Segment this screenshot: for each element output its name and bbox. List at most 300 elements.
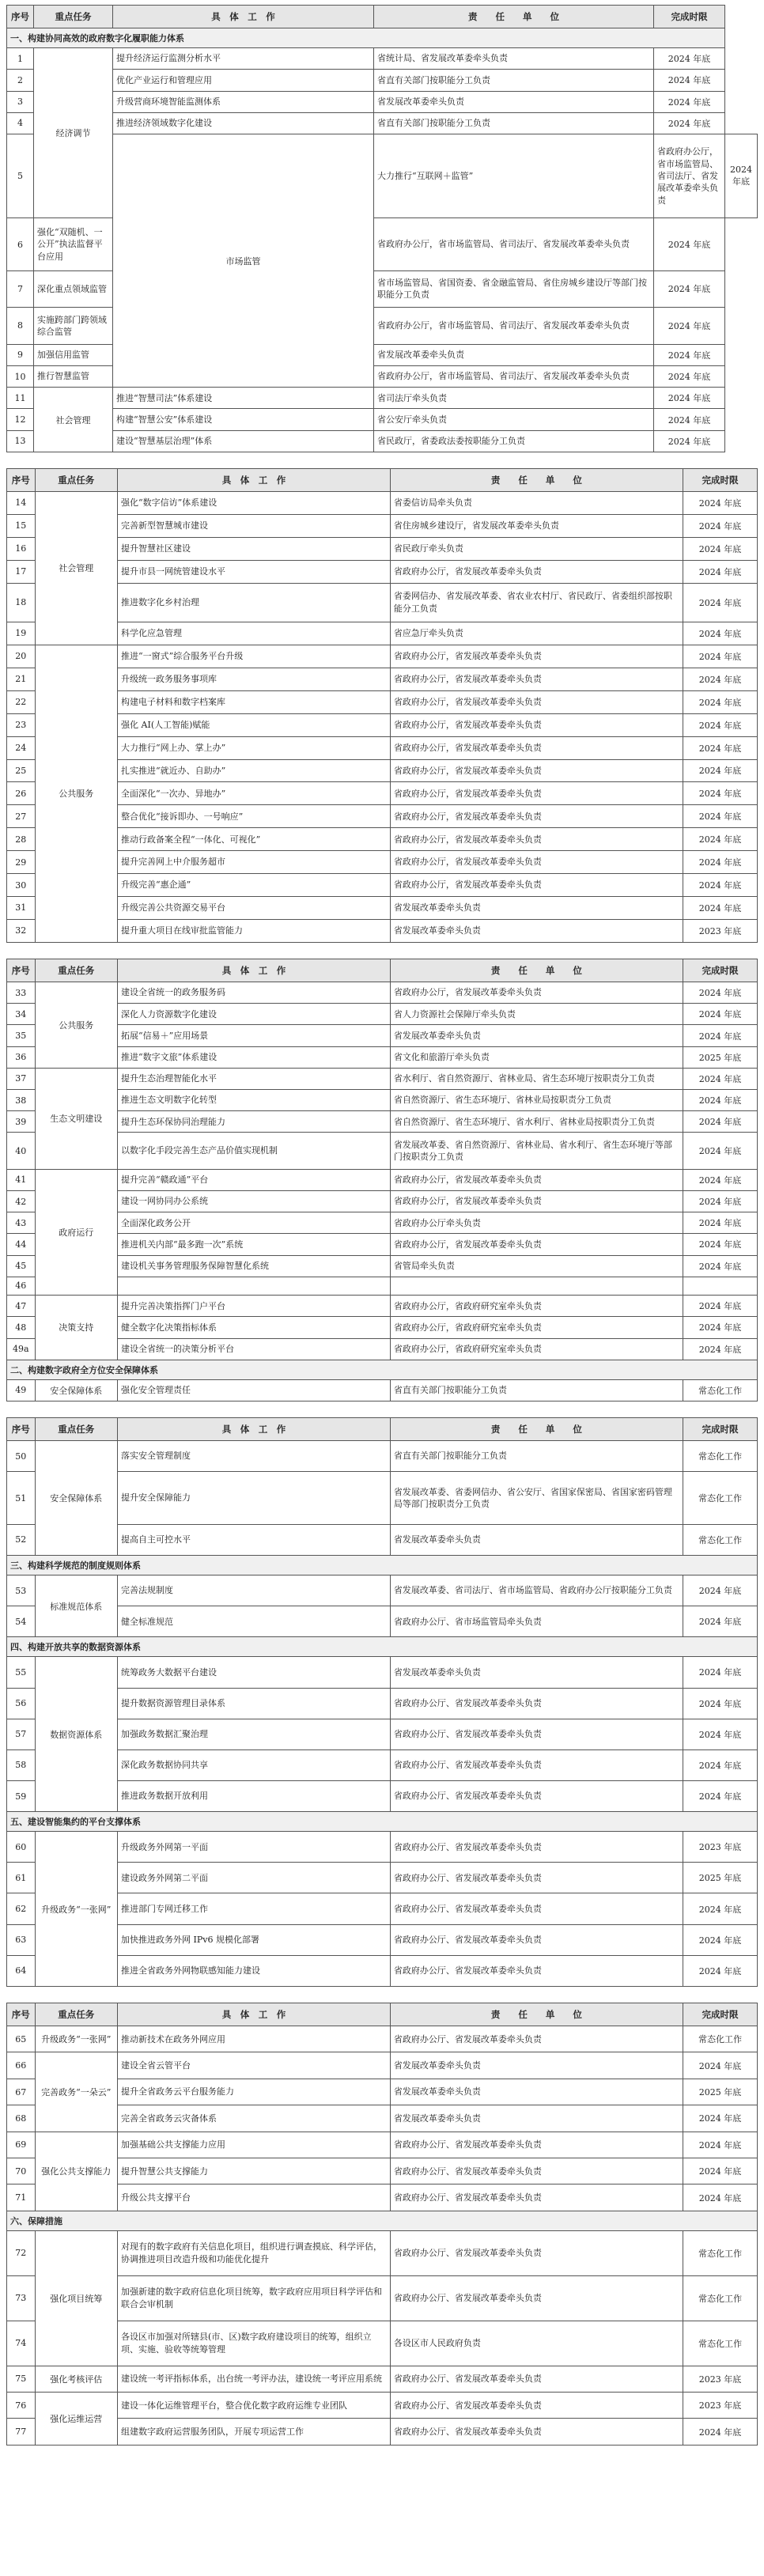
deadline-cell: 2024 年底 — [683, 1688, 757, 1719]
deadline-cell: 2024 年底 — [654, 430, 725, 452]
responsible-unit-cell: 省政府办公厅、省发展改革委牵头负责 — [390, 1749, 683, 1780]
responsible-unit-cell: 省直有关部门按职能分工负责 — [374, 112, 654, 134]
deadline-cell: 2024 年底 — [683, 2184, 757, 2211]
table-block — [6, 468, 758, 943]
section-title: 六、保障措施 — [7, 2211, 758, 2230]
work-item-cell: 推进机关内部“最多跑一次”系统 — [118, 1234, 391, 1255]
responsible-unit-cell: 省人力资源社会保障厅牵头负责 — [390, 1004, 683, 1025]
deadline-cell: 2024 年底 — [683, 1924, 757, 1955]
row-number: 73 — [7, 2275, 36, 2321]
deadline-cell: 2024 年底 — [683, 1893, 757, 1924]
responsible-unit-cell: 省政府办公厅、省发展改革委牵头负责 — [390, 2132, 683, 2158]
table-row — [7, 1068, 758, 1089]
work-item-cell: 升级完善“惠企通” — [118, 874, 391, 897]
row-number: 57 — [7, 1719, 36, 1749]
key-task-cell: 生态文明建设 — [35, 1068, 118, 1169]
deadline-cell: 2024 年底 — [683, 1190, 757, 1212]
table-block — [6, 959, 758, 1401]
work-item-cell: 推进部门专网迁移工作 — [118, 1893, 391, 1924]
table-header-row — [7, 6, 758, 28]
work-item-cell: 提升完善网上中介服务超市 — [118, 851, 391, 874]
row-number: 42 — [7, 1190, 36, 1212]
table-row — [7, 1190, 758, 1212]
deadline-cell: 2024 年底 — [654, 388, 725, 409]
responsible-unit-cell: 省政府办公厅、省发展改革委牵头负责 — [390, 2419, 683, 2445]
work-item-cell: 优化产业运行和管理应用 — [113, 70, 374, 91]
responsible-unit-cell: 省发展改革委、省司法厅、省市场监管局、省政府办公厅按职能分工负责 — [390, 1575, 683, 1606]
work-item-cell: 建设全省统一的决策分析平台 — [118, 1338, 391, 1360]
responsible-unit-cell: 省发展改革委、省自然资源厅、省林业局、省水利厅、省生态环境厅等部门按职责分工负责 — [390, 1133, 683, 1169]
responsible-unit-cell: 省政府办公厅、省发展改革委牵头负责 — [390, 2158, 683, 2184]
deadline-cell: 2024 年底 — [683, 645, 757, 668]
responsible-unit-cell: 省统计局、省发展改革委牵头负责 — [374, 48, 654, 70]
responsible-unit-cell: 省政府办公厅、省发展改革委牵头负责 — [390, 2184, 683, 2211]
deadline-cell: 2024 年底 — [654, 308, 725, 344]
deadline-cell: 2024 年底 — [683, 537, 757, 560]
work-item-cell: 提升重大项目在线审批监管能力 — [118, 919, 391, 942]
deadline-cell: 2024 年底 — [683, 1025, 757, 1046]
work-item-cell: 提升完善决策指挥门户平台 — [118, 1296, 391, 1317]
table-row — [7, 1025, 758, 1046]
deadline-cell: 常态化工作 — [683, 1472, 757, 1525]
key-task-cell: 数据资源体系 — [35, 1657, 118, 1812]
row-number: 47 — [7, 1296, 36, 1317]
row-number: 70 — [7, 2158, 36, 2184]
responsible-unit-cell: 省发展改革委牵头负责 — [390, 1657, 683, 1688]
work-item-cell: 加强新建的数字政府信息化项目统筹，数字政府应用项目科学评估和联合会审机制 — [118, 2275, 391, 2321]
work-item-cell: 实施跨部门跨领域综合监管 — [34, 308, 113, 344]
table-row — [7, 2366, 758, 2392]
responsible-unit-cell: 省政府办公厅，省发展改革委牵头负责 — [390, 782, 683, 805]
row-number: 58 — [7, 1749, 36, 1780]
section-heading-row — [7, 28, 758, 48]
row-number: 50 — [7, 1441, 36, 1472]
header-deadline: 完成时限 — [654, 6, 725, 28]
work-item-cell: 加强基础公共支撑能力应用 — [118, 2132, 391, 2158]
row-number: 32 — [7, 919, 36, 942]
responsible-unit-cell: 省自然资源厅、省生态环境厅、省水利厅、省林业局按职责分工负责 — [390, 1111, 683, 1133]
work-item-cell: 提升生态环保协同治理能力 — [118, 1111, 391, 1133]
table-row — [7, 1169, 758, 1190]
responsible-unit-cell: 省发展改革委牵头负责 — [374, 344, 654, 365]
responsible-unit-cell: 省政府办公厅，省发展改革委牵头负责 — [390, 713, 683, 736]
table-row — [7, 690, 758, 713]
work-item-cell: 建设一网协同办公系统 — [118, 1190, 391, 1212]
key-task-cell: 决策支持 — [35, 1296, 118, 1360]
work-item-cell: 提升完善“赣政通”平台 — [118, 1169, 391, 1190]
header-unit: 责 任 单 位 — [390, 1418, 683, 1441]
table-header-row — [7, 959, 758, 982]
responsible-unit-cell: 省政府办公厅，省发展改革委牵头负责 — [390, 690, 683, 713]
responsible-unit-cell: 省政府办公厅，省发展改革委牵头负责 — [390, 1169, 683, 1190]
row-number: 44 — [7, 1234, 36, 1255]
header-deadline: 完成时限 — [683, 2003, 757, 2026]
work-item-cell: 强化“数字信访”体系建设 — [118, 492, 391, 515]
work-item-cell: 加强信用监管 — [34, 344, 113, 365]
table-row — [7, 91, 758, 112]
header-task: 重点任务 — [35, 469, 118, 492]
table-row — [7, 2230, 758, 2275]
row-number: 53 — [7, 1575, 36, 1606]
section-heading-row — [7, 2211, 758, 2230]
header-unit: 责 任 单 位 — [390, 2003, 683, 2026]
work-item-cell: 完善法规制度 — [118, 1575, 391, 1606]
responsible-unit-cell: 省政府办公厅，省发展改革委牵头负责 — [390, 668, 683, 690]
table-row — [7, 2132, 758, 2158]
deadline-cell: 2024 年底 — [683, 2158, 757, 2184]
row-number: 10 — [7, 365, 34, 387]
work-item-cell: 大力推行“互联网＋监管” — [374, 134, 654, 218]
row-number: 16 — [7, 537, 36, 560]
work-item-cell: 提升智慧公共支撑能力 — [118, 2158, 391, 2184]
table-row — [7, 1606, 758, 1637]
work-item-cell: 推进经济领域数字化建设 — [113, 112, 374, 134]
responsible-unit-cell: 省直有关部门按职能分工负责 — [374, 70, 654, 91]
row-number: 41 — [7, 1169, 36, 1190]
responsible-unit-cell: 省文化和旅游厅牵头负责 — [390, 1046, 683, 1068]
row-number: 20 — [7, 645, 36, 668]
deadline-cell: 2024 年底 — [683, 1212, 757, 1234]
section-heading-row — [7, 1556, 758, 1575]
row-number: 2 — [7, 70, 34, 91]
work-item-cell: 深化政务数据协同共享 — [118, 1749, 391, 1780]
row-number: 49a — [7, 1338, 36, 1360]
deadline-cell: 2024 年底 — [683, 1719, 757, 1749]
table-row — [7, 1472, 758, 1525]
work-item-cell: 升级统一政务服务事项库 — [118, 668, 391, 690]
deadline-cell: 2024 年底 — [683, 1255, 757, 1277]
deadline-cell: 2024 年底 — [683, 782, 757, 805]
table-header-row — [7, 2003, 758, 2026]
deadline-cell: 2024 年底 — [683, 736, 757, 759]
deadline-cell: 2024 年底 — [683, 1169, 757, 1190]
row-number: 38 — [7, 1090, 36, 1111]
row-number: 37 — [7, 1068, 36, 1089]
deadline-cell: 2024 年底 — [654, 218, 725, 270]
deadline-cell: 2024 年底 — [683, 1657, 757, 1688]
work-item-cell: 推进“一窗式”综合服务平台升级 — [118, 645, 391, 668]
deadline-cell: 2024 年底 — [683, 1296, 757, 1317]
responsible-unit-cell: 省政府办公厅，省政府研究室牵头负责 — [390, 1296, 683, 1317]
work-item-cell: 升级营商环境智能监测体系 — [113, 91, 374, 112]
row-number: 67 — [7, 2079, 36, 2105]
deadline-cell: 常态化工作 — [683, 1524, 757, 1555]
deadline-cell: 2023 年底 — [683, 1832, 757, 1863]
table-row — [7, 1255, 758, 1277]
table-row — [7, 537, 758, 560]
deadline-cell: 2024 年底 — [683, 514, 757, 537]
deadline-cell: 常态化工作 — [683, 2321, 757, 2366]
row-number: 27 — [7, 805, 36, 828]
key-task-cell: 公共服务 — [35, 982, 118, 1069]
row-number: 11 — [7, 388, 34, 409]
table-row — [7, 112, 758, 134]
responsible-unit-cell: 省政府办公厅，省发展改革委牵头负责 — [390, 736, 683, 759]
row-number: 34 — [7, 1004, 36, 1025]
responsible-unit-cell: 省政府办公厅，省政府研究室牵头负责 — [390, 1338, 683, 1360]
table-header-row — [7, 469, 758, 492]
section-title: 五、建设智能集约的平台支撑体系 — [7, 1812, 758, 1832]
work-item-cell: 各设区市加强对所辖县(市、区)数字政府建设项目的统筹，组织立项、实施、验收等统筹管理 — [118, 2321, 391, 2366]
work-item-cell: 强化安全管理责任 — [118, 1379, 391, 1401]
responsible-unit-cell: 省发展改革委牵头负责 — [390, 2052, 683, 2079]
deadline-cell: 2024 年底 — [683, 560, 757, 583]
row-number: 66 — [7, 2052, 36, 2079]
responsible-unit-cell — [390, 1277, 683, 1295]
key-task-cell: 社会管理 — [35, 492, 118, 645]
row-number: 18 — [7, 583, 36, 622]
row-number: 28 — [7, 828, 36, 851]
work-item-cell: 深化人力资源数字化建设 — [118, 1004, 391, 1025]
row-number: 60 — [7, 1832, 36, 1863]
deadline-cell — [683, 1277, 757, 1295]
row-number: 3 — [7, 91, 34, 112]
table-row — [7, 1832, 758, 1863]
key-task-cell: 升级政务“一张网” — [35, 2026, 118, 2052]
work-item-cell: 强化 AI(人工智能)赋能 — [118, 713, 391, 736]
deadline-cell: 2025 年底 — [683, 1046, 757, 1068]
work-item-cell: 升级公共支撑平台 — [118, 2184, 391, 2211]
responsible-unit-cell: 省政府办公厅牵头负责 — [390, 1212, 683, 1234]
table-row — [7, 1575, 758, 1606]
task-table — [6, 2003, 758, 2445]
deadline-cell: 2024 年底 — [683, 2052, 757, 2079]
table-row — [7, 982, 758, 1004]
table-row — [7, 782, 758, 805]
row-number: 30 — [7, 874, 36, 897]
row-number: 5 — [7, 134, 34, 218]
responsible-unit-cell: 省发展改革委牵头负责 — [390, 2079, 683, 2105]
header-work: 具 体 工 作 — [118, 959, 391, 982]
work-item-cell: 强化“双随机、一公开”执法监督平台应用 — [34, 218, 113, 270]
row-number: 26 — [7, 782, 36, 805]
deadline-cell: 2024 年底 — [683, 828, 757, 851]
responsible-unit-cell: 省政府办公厅、省发展改革委牵头负责 — [390, 1955, 683, 1986]
table-row — [7, 1749, 758, 1780]
deadline-cell: 2024 年底 — [683, 874, 757, 897]
responsible-unit-cell: 省公安厅牵头负责 — [374, 409, 654, 430]
table-row — [7, 560, 758, 583]
row-number: 19 — [7, 622, 36, 645]
section-title: 二、构建数字政府全方位安全保障体系 — [7, 1360, 758, 1379]
responsible-unit-cell: 省司法厅牵头负责 — [374, 388, 654, 409]
work-item-cell: 组建数字政府运营服务团队，开展专项运营工作 — [118, 2419, 391, 2445]
table-row — [7, 1317, 758, 1338]
responsible-unit-cell: 省委网信办、省发展改革委、省农业农村厅、省民政厅、省委组织部按职能分工负责 — [390, 583, 683, 622]
header-work: 具 体 工 作 — [118, 1418, 391, 1441]
work-item-cell: 升级完善公共资源交易平台 — [118, 897, 391, 920]
deadline-cell: 2024 年底 — [683, 1575, 757, 1606]
work-item-cell: 科学化应急管理 — [118, 622, 391, 645]
table-row — [7, 759, 758, 782]
table-row — [7, 583, 758, 622]
table-row — [7, 1338, 758, 1360]
table-row — [7, 2026, 758, 2052]
work-item-cell: 拓展“信易＋”应用场景 — [118, 1025, 391, 1046]
table-row — [7, 1893, 758, 1924]
row-number: 45 — [7, 1255, 36, 1277]
table-row — [7, 851, 758, 874]
table-row — [7, 1955, 758, 1986]
table-row — [7, 1657, 758, 1688]
responsible-unit-cell: 省发展改革委牵头负责 — [390, 2105, 683, 2132]
deadline-cell: 2024 年底 — [654, 270, 725, 307]
responsible-unit-cell: 省政府办公厅，省发展改革委牵头负责 — [390, 874, 683, 897]
work-item-cell: 推动行政备案全程“一体化、可视化” — [118, 828, 391, 851]
deadline-cell: 常态化工作 — [683, 2275, 757, 2321]
responsible-unit-cell: 省政府办公厅，省市场监管局、省司法厅、省发展改革委牵头负责 — [374, 308, 654, 344]
deadline-cell: 2024 年底 — [683, 690, 757, 713]
work-item-cell: 加强政务数据汇聚治理 — [118, 1719, 391, 1749]
deadline-cell: 2024 年底 — [683, 1780, 757, 1811]
table-row — [7, 2419, 758, 2445]
responsible-unit-cell: 省政府办公厅，省市场监管局、省司法厅、省发展改革委牵头负责 — [374, 365, 654, 387]
work-item-cell: 全面深化政务公开 — [118, 1212, 391, 1234]
row-number: 24 — [7, 736, 36, 759]
row-number: 51 — [7, 1472, 36, 1525]
header-work: 具 体 工 作 — [118, 469, 391, 492]
row-number: 31 — [7, 897, 36, 920]
deadline-cell: 常态化工作 — [683, 1441, 757, 1472]
work-item-cell: 加快推进政务外网 IPv6 规模化部署 — [118, 1924, 391, 1955]
deadline-cell: 2024 年底 — [683, 1955, 757, 1986]
work-item-cell: 统筹政务大数据平台建设 — [118, 1657, 391, 1688]
section-title: 三、构建科学规范的制度规则体系 — [7, 1556, 758, 1575]
table-row — [7, 919, 758, 942]
responsible-unit-cell: 省政府办公厅、省发展改革委牵头负责 — [390, 2230, 683, 2275]
work-item-cell: 建设“智慧基层治理”体系 — [113, 430, 374, 452]
key-task-cell: 标准规范体系 — [35, 1575, 118, 1637]
deadline-cell: 2024 年底 — [654, 409, 725, 430]
table-block — [6, 1417, 758, 1987]
deadline-cell: 2024 年底 — [683, 897, 757, 920]
table-row — [7, 2079, 758, 2105]
table-row — [7, 134, 758, 218]
deadline-cell: 2024 年底 — [654, 48, 725, 70]
table-row — [7, 409, 758, 430]
deadline-cell: 2024 年底 — [683, 1749, 757, 1780]
header-unit: 责 任 单 位 — [390, 959, 683, 982]
row-number: 25 — [7, 759, 36, 782]
row-number: 33 — [7, 982, 36, 1004]
work-item-cell: 建设全省统一的政务服务码 — [118, 982, 391, 1004]
row-number: 61 — [7, 1863, 36, 1893]
responsible-unit-cell: 省住房城乡建设厅，省发展改革委牵头负责 — [390, 514, 683, 537]
responsible-unit-cell: 省政府办公厅，省市场监管局、省司法厅、省发展改革委牵头负责 — [374, 218, 654, 270]
responsible-unit-cell: 省民政厅，省委政法委按职能分工负责 — [374, 430, 654, 452]
row-number: 8 — [7, 308, 34, 344]
table-row — [7, 1780, 758, 1811]
table-row — [7, 2105, 758, 2132]
row-number: 21 — [7, 668, 36, 690]
deadline-cell: 2024 年底 — [683, 2105, 757, 2132]
header-deadline: 完成时限 — [683, 959, 757, 982]
header-work: 具 体 工 作 — [118, 2003, 391, 2026]
responsible-unit-cell: 省民政厅牵头负责 — [390, 537, 683, 560]
work-item-cell: 大力推行“网上办、掌上办” — [118, 736, 391, 759]
row-number: 4 — [7, 112, 34, 134]
key-task-cell: 经济调节 — [34, 48, 113, 218]
responsible-unit-cell: 省政府办公厅、省发展改革委牵头负责 — [390, 1780, 683, 1811]
row-number: 7 — [7, 270, 34, 307]
deadline-cell: 2024 年底 — [683, 851, 757, 874]
work-item-cell: 建设全省云管平台 — [118, 2052, 391, 2079]
table-row — [7, 1688, 758, 1719]
work-item-cell: 以数字化手段完善生态产品价值实现机制 — [118, 1133, 391, 1169]
work-item-cell: 提升市县一网统管建设水平 — [118, 560, 391, 583]
deadline-cell: 2024 年底 — [683, 1234, 757, 1255]
key-task-cell: 强化考核评估 — [35, 2366, 118, 2392]
responsible-unit-cell: 省政府办公厅、省发展改革委牵头负责 — [390, 1924, 683, 1955]
row-number: 62 — [7, 1893, 36, 1924]
header-number: 序号 — [7, 6, 34, 28]
row-number: 55 — [7, 1657, 36, 1688]
responsible-unit-cell: 省政府办公厅、省发展改革委牵头负责 — [390, 1893, 683, 1924]
row-number: 49 — [7, 1379, 36, 1401]
row-number: 29 — [7, 851, 36, 874]
table-row — [7, 897, 758, 920]
work-item-cell: 扎实推进“就近办、自助办” — [118, 759, 391, 782]
work-item-cell: 推进全省政务外网物联感知能力建设 — [118, 1955, 391, 1986]
table-row — [7, 430, 758, 452]
header-work: 具 体 工 作 — [113, 6, 374, 28]
responsible-unit-cell: 省政府办公厅、省发展改革委牵头负责 — [390, 2275, 683, 2321]
deadline-cell: 2024 年底 — [683, 805, 757, 828]
deadline-cell: 2024 年底 — [683, 759, 757, 782]
responsible-unit-cell: 省发展改革委牵头负责 — [374, 91, 654, 112]
work-item-cell: 升级政务外网第一平面 — [118, 1832, 391, 1863]
table-row — [7, 828, 758, 851]
section-title: 一、构建协同高效的政府数字化履职能力体系 — [7, 28, 725, 48]
table-row — [7, 805, 758, 828]
header-unit: 责 任 单 位 — [374, 6, 654, 28]
responsible-unit-cell: 省管局牵头负责 — [390, 1255, 683, 1277]
key-task-cell: 强化公共支撑能力 — [35, 2132, 118, 2211]
table-row — [7, 492, 758, 515]
table-row — [7, 1046, 758, 1068]
table-row — [7, 1441, 758, 1472]
key-task-cell: 安全保障体系 — [35, 1441, 118, 1556]
responsible-unit-cell: 省直有关部门按职能分工负责 — [390, 1441, 683, 1472]
deadline-cell: 2024 年底 — [683, 713, 757, 736]
deadline-cell: 常态化工作 — [683, 2026, 757, 2052]
work-item-cell: 提升全省政务云平台服务能力 — [118, 2079, 391, 2105]
work-item-cell: 推进政务数据开放利用 — [118, 1780, 391, 1811]
table-block — [6, 5, 758, 452]
row-number: 17 — [7, 560, 36, 583]
responsible-unit-cell: 省发展改革委牵头负责 — [390, 1025, 683, 1046]
row-number: 22 — [7, 690, 36, 713]
responsible-unit-cell: 省政府办公厅，省发展改革委牵头负责 — [390, 982, 683, 1004]
header-task: 重点任务 — [35, 959, 118, 982]
row-number: 76 — [7, 2393, 36, 2419]
responsible-unit-cell: 省直有关部门按职能分工负责 — [390, 1379, 683, 1401]
work-item-cell: 提升生态治理智能化水平 — [118, 1068, 391, 1089]
section-title: 四、构建开放共享的数据资源体系 — [7, 1637, 758, 1657]
row-number: 75 — [7, 2366, 36, 2392]
work-item-cell: 推动新技术在政务外网应用 — [118, 2026, 391, 2052]
row-number: 40 — [7, 1133, 36, 1169]
table-row — [7, 2393, 758, 2419]
table-row — [7, 1719, 758, 1749]
table-row — [7, 713, 758, 736]
row-number: 9 — [7, 344, 34, 365]
work-item-cell: 完善全省政务云灾备体系 — [118, 2105, 391, 2132]
table-row — [7, 1004, 758, 1025]
table-row — [7, 2321, 758, 2366]
table-row — [7, 2158, 758, 2184]
deadline-cell: 2024 年底 — [683, 982, 757, 1004]
